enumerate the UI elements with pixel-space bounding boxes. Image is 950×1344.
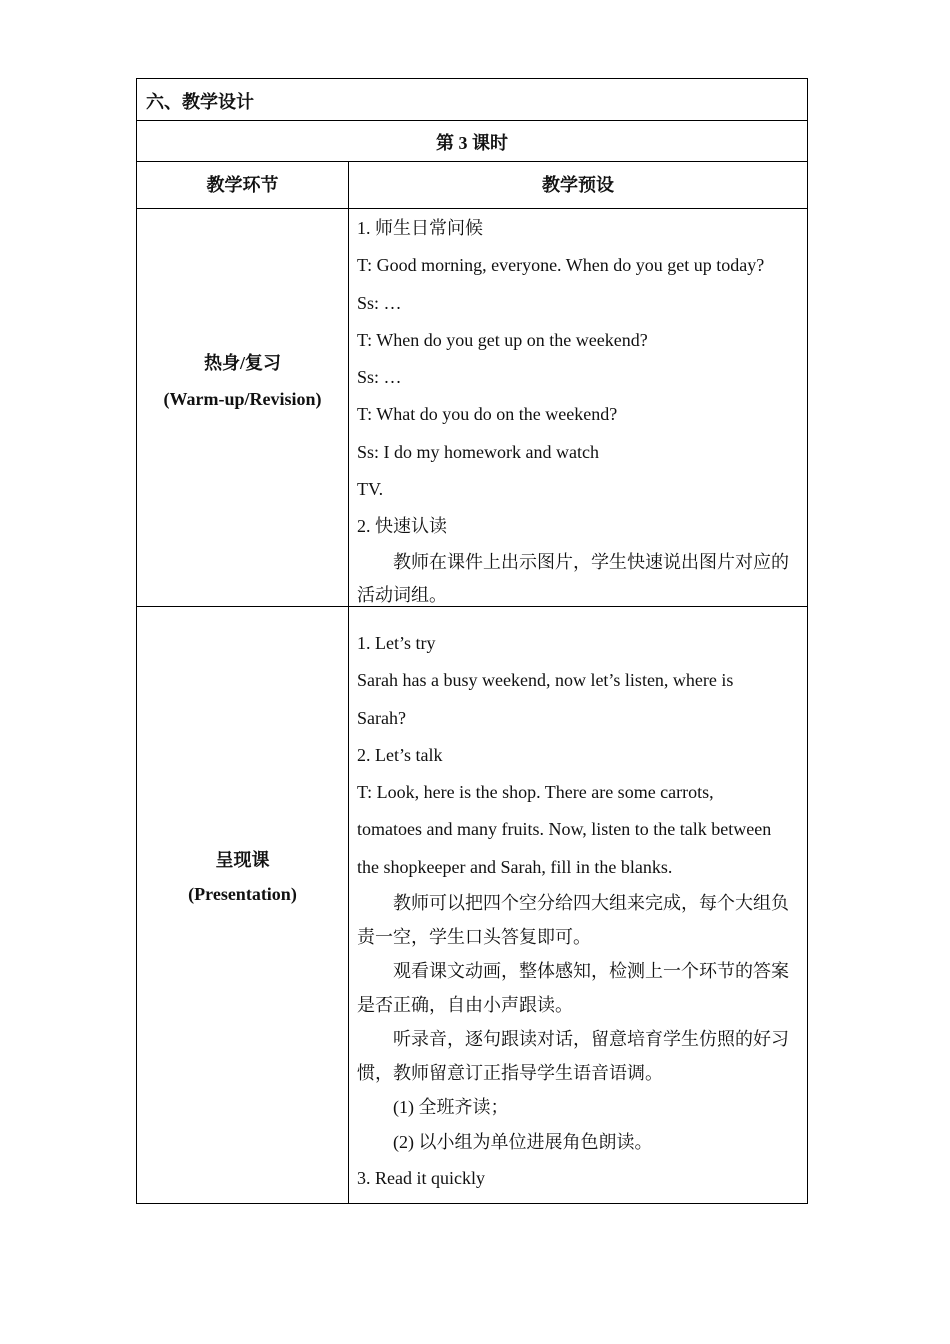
- header-row: [137, 162, 807, 209]
- warmup-line: Ss: …: [357, 292, 402, 313]
- presentation-row: [137, 607, 807, 1204]
- header-stage: 教学环节: [206, 175, 279, 195]
- header-plan: 教学预设: [542, 175, 614, 195]
- warmup-line: T: Good morning, everyone. When do you get up today?: [357, 255, 765, 276]
- warmup-row: [137, 209, 807, 607]
- presentation-paragraph: 听录音，逐句跟读对话，留意培育学生仿照的好习惯，教师留意订正指导学生语音语调。: [357, 1029, 789, 1084]
- presentation-line: 1. Let’s try: [357, 633, 436, 653]
- warmup-label-en: (Warm-up/Revision): [163, 389, 322, 409]
- lesson-plan-table: [136, 78, 808, 1204]
- presentation-line: the shopkeeper and Sarah, fill in the blanks.: [357, 856, 673, 877]
- section-title-row: [137, 79, 807, 121]
- warmup-line: 1. 师生日常问候: [357, 218, 483, 238]
- warmup-content: [357, 210, 799, 612]
- presentation-line: tomatoes and many fruits. Now, listen to the talk between: [357, 819, 772, 840]
- presentation-line: T: Look, here is the shop. There are some carrots,: [357, 782, 714, 803]
- presentation-label: [137, 843, 348, 911]
- warmup-line: 2. 快速认读: [357, 516, 447, 537]
- presentation-line: Sarah?: [357, 707, 406, 728]
- presentation-label-cn: 呈现课: [215, 850, 270, 870]
- warmup-label-cn: 热身/复习: [203, 353, 281, 373]
- presentation-content: [357, 625, 799, 1197]
- presentation-label-en: (Presentation): [188, 884, 297, 904]
- presentation-last-line: 3. Read it quickly: [357, 1168, 485, 1189]
- warmup-line: Ss: I do my homework and watch: [357, 441, 599, 462]
- presentation-paragraph: 观看课文动画，整体感知，检测上一个环节的答案是否正确，自由小声跟读。: [357, 961, 789, 1016]
- presentation-line: Sarah has a busy weekend, now let’s listen, where is: [357, 670, 734, 691]
- warmup-paragraph: 教师在课件上出示图片，学生快速说出图片对应的活动词组。: [357, 551, 789, 605]
- warmup-label: [137, 345, 348, 417]
- presentation-line: 2. Let’s talk: [357, 744, 443, 765]
- section-title: 六、教学设计: [146, 92, 254, 112]
- warmup-line: TV.: [357, 479, 384, 500]
- presentation-sub-item: (1) 全班齐读；: [393, 1097, 509, 1118]
- lesson-title-row: [137, 121, 807, 162]
- warmup-line: Ss: …: [357, 367, 402, 388]
- lesson-title: 第 3 课时: [436, 133, 508, 153]
- warmup-line: T: When do you get up on the weekend?: [357, 329, 648, 350]
- presentation-paragraph: 教师可以把四个空分给四大组来完成，每个大组负责一空，学生口头答复即可。: [357, 893, 789, 948]
- warmup-line: T: What do you do on the weekend?: [357, 404, 618, 425]
- presentation-sub-item: (2) 以小组为单位进展角色朗读。: [393, 1132, 653, 1153]
